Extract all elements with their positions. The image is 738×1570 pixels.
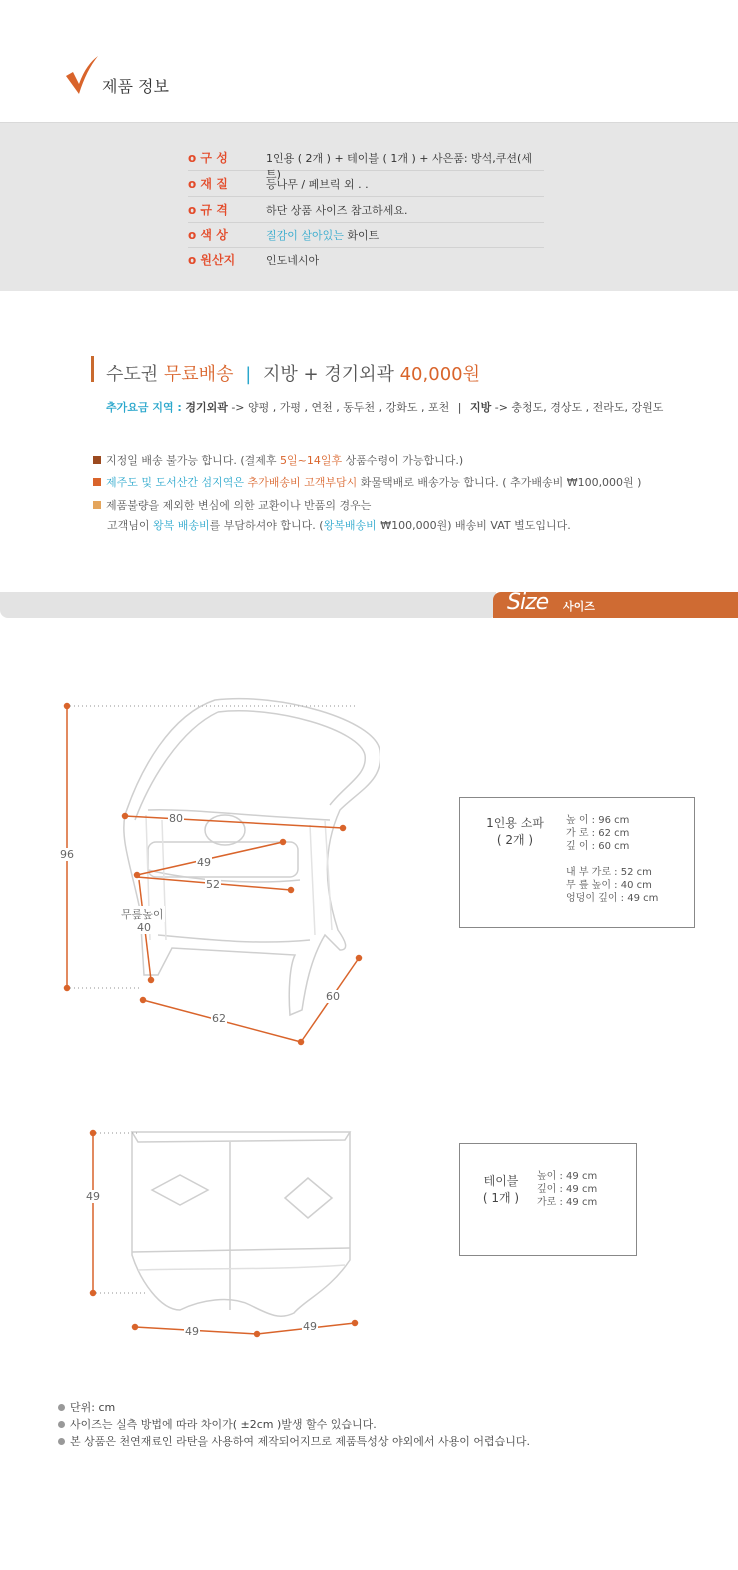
sofa-quantity: ( 2개 ) [496, 833, 534, 847]
bullet-square-icon [93, 501, 101, 509]
spec-row [188, 222, 544, 248]
spec-row [188, 197, 544, 223]
bullet-dot-icon [58, 1421, 65, 1428]
footer-note: 본 상품은 천연재료인 라탄을 사용하여 제작되어지므로 제품특성상 야외에서 사용이 어렵습니다. [58, 1433, 530, 1449]
spec-row [188, 247, 544, 272]
sofa-spec-box [459, 797, 695, 928]
dim-label: 49 [197, 856, 211, 869]
dim-label: 80 [169, 812, 183, 825]
spec-row [188, 145, 544, 181]
bullet-square-icon [93, 478, 101, 486]
bullet-square-icon [93, 456, 101, 464]
size-divider [0, 592, 496, 618]
table-title: 테이블 [483, 1174, 519, 1188]
spec-label: o 구 성 [188, 151, 228, 165]
spec-label: o 규 격 [188, 203, 228, 217]
sofa-dim: 높 이 : 96 cm [566, 815, 630, 826]
shipping-headline: 수도권 무료배송 | 지방 + 경기외곽 40,000원 [106, 364, 480, 385]
sofa-dim: 무 릎 높이 : 40 cm [566, 880, 652, 891]
dim-label: 무릎높이 [121, 908, 164, 921]
size-heading-label: 사이즈 [563, 600, 595, 613]
size-heading: Size [507, 590, 549, 615]
sofa-dim: 엉덩이 깊이 : 49 cm [566, 893, 659, 904]
bullet-dot-icon [58, 1438, 65, 1445]
spec-label: o 원산지 [188, 253, 236, 267]
footer-note: 단위: cm [58, 1399, 115, 1415]
table-spec-box [459, 1143, 637, 1256]
dim-label: 49 [86, 1190, 100, 1203]
notice-item: 고객님이 왕복 배송비를 부담하셔야 합니다. (왕복배송비 ₩100,000원) 배송비 VAT 별도입니다. [107, 519, 571, 532]
sofa-dim: 내 부 가로 : 52 cm [566, 867, 652, 878]
footer-note: 사이즈는 실측 방법에 따라 차이가( ±2cm )발생 할수 있습니다. [58, 1416, 377, 1432]
spec-value: 질감이 살아있는 화이트 [266, 229, 380, 242]
notice-item: 지정일 배송 불가능 합니다. (결제후 5일~14일후 상품수령이 가능합니다.) [93, 452, 463, 468]
table-quantity: ( 1개 ) [482, 1191, 520, 1205]
spec-row [188, 171, 544, 197]
spec-panel [0, 122, 738, 291]
notice-item: 제주도 및 도서산간 섬지역은 추가배송비 고객부담시 화물택배로 배송가능 합니다. ( 추가배송비 ₩100,000원 ) [93, 474, 641, 490]
check-icon [64, 54, 100, 96]
sofa-dim: 가 로 : 62 cm [566, 828, 630, 839]
section-title: 제품 정보 [102, 77, 169, 96]
dim-label: 52 [206, 878, 220, 891]
dim-label: 49 [303, 1320, 317, 1333]
sofa-dim: 깊 이 : 60 cm [566, 841, 630, 852]
dim-label: 40 [137, 921, 151, 934]
table-dimension-lines [85, 1125, 365, 1340]
table-dim: 높이 : 49 cm [537, 1171, 598, 1182]
spec-value: 1인용 ( 2개 ) + 테이블 ( 1개 ) + 사은품: 방석,쿠션(세트) [266, 152, 532, 181]
spec-label: o 재 질 [188, 177, 228, 191]
spec-value: 인도네시아 [266, 254, 320, 267]
notice-item: 제품불량을 제외한 변심에 의한 교환이나 반품의 경우는 [93, 497, 371, 513]
table-dim: 가로 : 49 cm [537, 1197, 598, 1208]
spec-value: 등나무 / 페브릭 외 . . [266, 178, 369, 191]
dim-label: 62 [212, 1012, 226, 1025]
dim-label: 96 [60, 848, 74, 861]
accent-bar [91, 356, 94, 382]
bullet-dot-icon [58, 1404, 65, 1411]
extra-fee-regions: 추가요금 지역 : 경기외곽 -> 양평 , 가평 , 연천 , 동두천 , 강화도 , 포천 | 지방 -> 충청도, 경상도 , 전라도, 강원도 [106, 401, 664, 414]
sofa-title: 1인용 소파 [486, 816, 544, 830]
dim-label: 60 [326, 990, 340, 1003]
table-dim: 깊이 : 49 cm [537, 1184, 598, 1195]
dim-label: 49 [185, 1325, 199, 1338]
spec-label: o 색 상 [188, 228, 228, 242]
spec-value: 하단 상품 사이즈 참고하세요. [266, 204, 408, 217]
